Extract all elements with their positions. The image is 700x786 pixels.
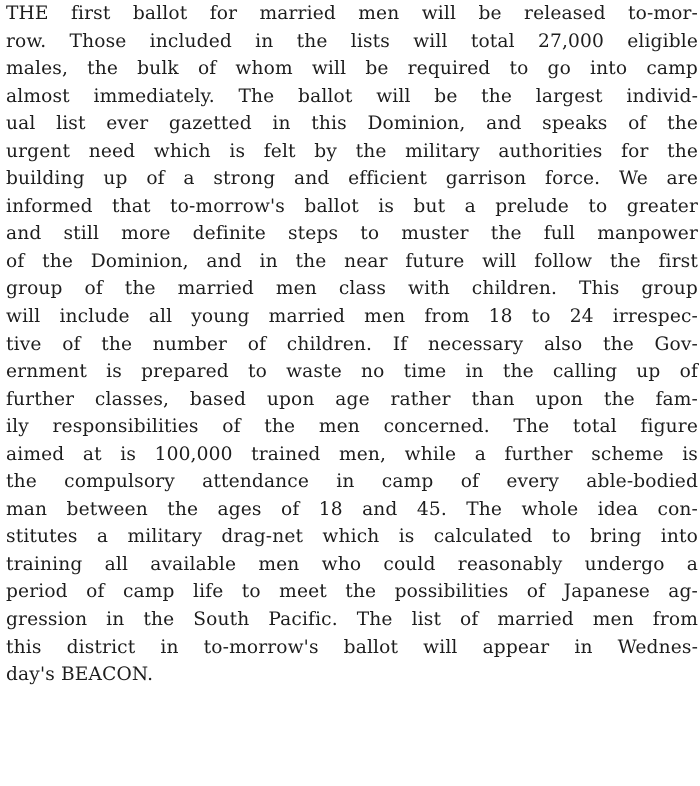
- article-line: stitutes a military drag-net which is calculated to bring into: [6, 526, 698, 548]
- article-paragraph: [6, 0, 698, 689]
- article-line: further classes, based upon age rather than upon the fam-: [6, 388, 698, 410]
- article-line: aimed at is 100,000 trained men, while a further scheme is: [6, 443, 698, 465]
- article-line: tive of the number of children. If necessary also the Gov-: [6, 333, 698, 355]
- article-line: and still more definite steps to muster the full manpower: [6, 223, 698, 245]
- article-line: row. Those included in the lists will total 27,000 eligible: [6, 30, 698, 52]
- article-line: this district in to-morrow's ballot will appear in Wednes-: [6, 636, 698, 658]
- article-line: day's BEACON.: [6, 664, 154, 686]
- article-line: training all available men who could reasonably undergo a: [6, 553, 698, 575]
- article-line: the compulsory attendance in camp of every able-bodied: [6, 471, 698, 493]
- article-line: ual list ever gazetted in this Dominion, and speaks of the: [6, 113, 698, 135]
- article-line: THE first ballot for married men will be released to-mor-: [6, 3, 698, 24]
- article-line: ernment is prepared to waste no time in the calling up of: [6, 361, 698, 383]
- article-line: almost immediately. The ballot will be the largest individ-: [6, 85, 698, 107]
- article-line: ily responsibilities of the men concerned. The total figure: [6, 416, 698, 438]
- article-line: of the Dominion, and in the near future will follow the first: [6, 250, 698, 272]
- article-line: gression in the South Pacific. The list of married men from: [6, 609, 698, 631]
- article-line: period of camp life to meet the possibilities of Japanese ag-: [6, 581, 698, 603]
- article-line: group of the married men class with children. This group: [6, 278, 698, 300]
- article-line: males, the bulk of whom will be required to go into camp: [6, 58, 698, 80]
- article-line: urgent need which is felt by the military authorities for the: [6, 140, 698, 162]
- article-line: building up of a strong and efficient garrison force. We are: [6, 168, 698, 190]
- article-line: will include all young married men from 18 to 24 irrespec-: [6, 306, 698, 328]
- article-line: informed that to-morrow's ballot is but a prelude to greater: [6, 195, 698, 217]
- article-line: man between the ages of 18 and 45. The whole idea con-: [6, 498, 698, 520]
